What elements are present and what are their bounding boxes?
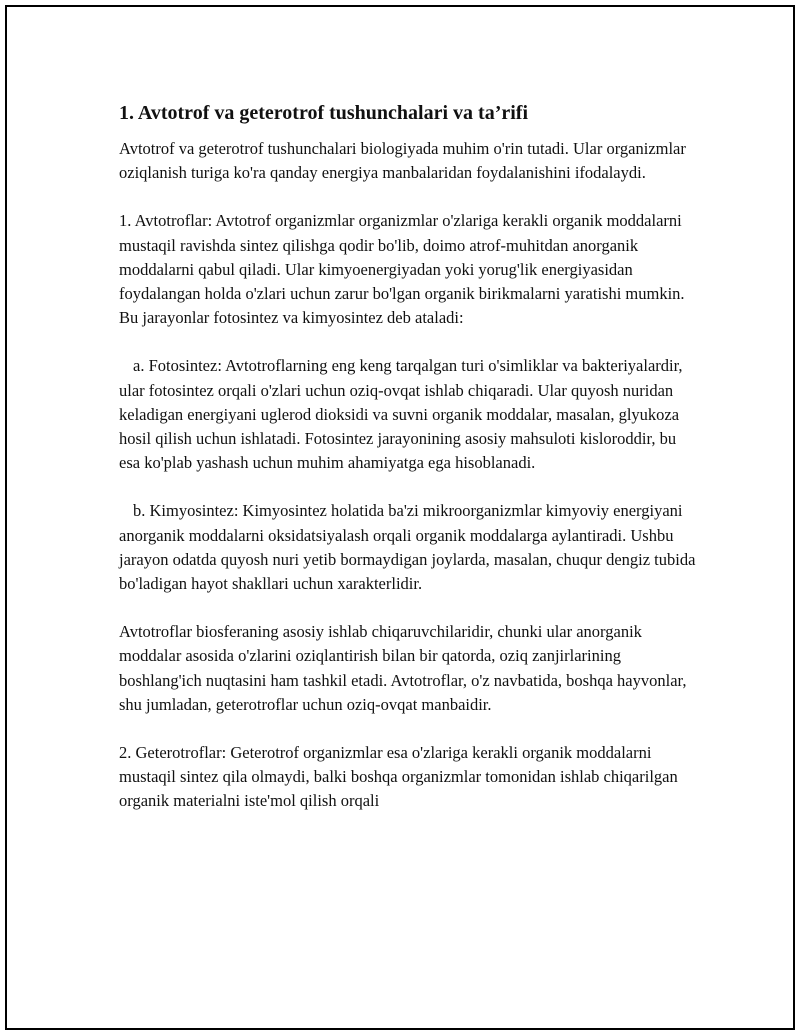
chemosynthesis-paragraph: b. Kimyosintez: Kimyosintez holatida ba'zi mikroorganizmlar kimyoviy energiyani anorganik moddalarni oksidatsiyalash orqali organik moddalarga aylantiradi. Ushbu jarayon odatda quyosh nuri yetib bormaydigan joylarda, masalan, chuqur dengiz tubida bo'ladigan hayot shakllari uchun xarakterlidir. (119, 501, 696, 594)
page-frame (5, 5, 795, 1030)
document-body (119, 99, 699, 838)
photosynthesis-paragraph: a. Fotosintez: Avtotroflarning eng keng tarqalgan turi o'simliklar va bakteriyalardir, ular fotosintez orqali o'zlari uchun oziq-ovqat ishlab chiqaradi. Ular quyosh nuridan keladigan energiyani uglerod dioksidi va suvni organik moddalar, masalan, glyukoza hosil qilish uchun ishlatadi. Fotosintez jarayonining asosiy mahsuloti kisloroddir, bu esa ko'plab yashash uchun muhim ahamiyatga ega hisoblanadi. (119, 356, 683, 473)
autotrophs-paragraph: 1. Avtotroflar: Avtotrof organizmlar organizmlar o'zlariga kerakli organik moddalarni mustaqil ravishda sintez qilishga qodir bo'lib, doimo atrof-muhitdan anorganik moddalarni qabul qiladi. Ular kimyoenergiyadan yoki yorug'lik energiyasidan foydalangan holda o'zlari uchun zarur bo'lgan organik birikmalarni yaratishi mumkin. Bu jarayonlar fotosintez va kimyosintez deb ataladi: (119, 211, 685, 328)
heterotrophs-paragraph: 2. Geterotroflar: Geterotrof organizmlar esa o'zlariga kerakli organik moddalarni mustaqil sintez qila olmaydi, balki boshqa organizmlar tomonidan ishlab chiqarilgan organik materialni iste'mol qilish orqali (119, 743, 678, 811)
section-heading: 1. Avtotrof va geterotrof tushunchalari va ta’rifi (119, 102, 529, 124)
producers-paragraph: Avtotroflar biosferaning asosiy ishlab chiqaruvchilaridir, chunki ular anorganik moddalar asosida o'zlarini oziqlantirish bilan bir qatorda, oziq zanjirlarining boshlang'ich nuqtasini ham tashkil etadi. Avtotroflar, o'z navbatida, boshqa hayvonlar, shu jumladan, geterotroflar uchun oziq-ovqat manbaidir. (119, 622, 687, 714)
intro-paragraph: Avtotrof va geterotrof tushunchalari biologiyada muhim o'rin tutadi. Ular organizmlar oziqlanish turiga ko'ra qanday energiya manbalaridan foydalanishini ifodalaydi. (119, 139, 686, 183)
